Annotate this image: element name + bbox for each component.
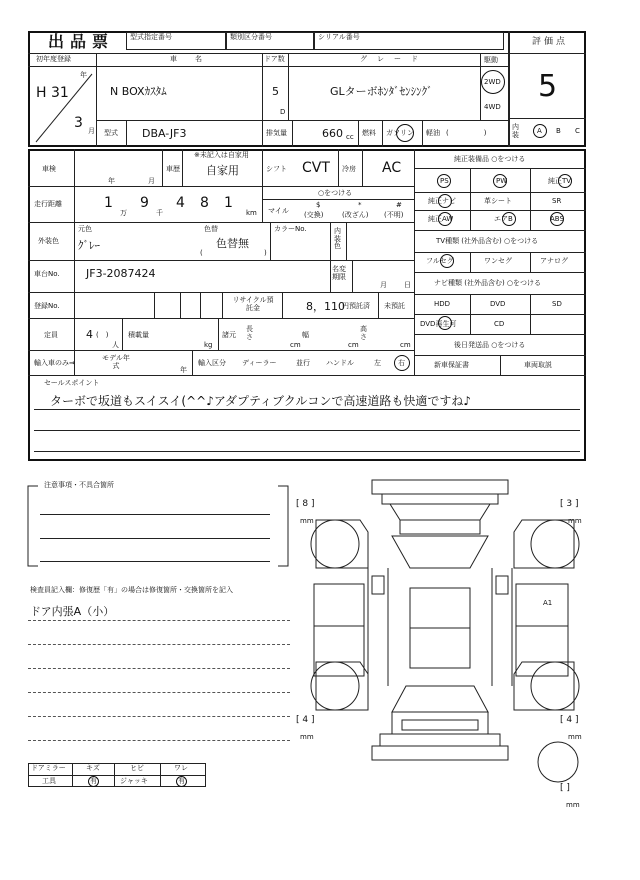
inspection-label: 車検 — [42, 165, 56, 173]
tv-full-circle — [440, 254, 454, 268]
name-change-label: 名変期限 — [332, 265, 346, 281]
import-divider — [192, 350, 193, 375]
reg-no-label: 登録No. — [34, 302, 60, 310]
score-value: 5 — [538, 69, 558, 104]
reg-year-unit: 年 — [80, 71, 87, 79]
legend-jack-value: 有 — [178, 777, 185, 785]
color-divider — [270, 222, 271, 260]
equip-col-1 — [470, 168, 471, 230]
equip-tv: 純正TV — [548, 177, 572, 185]
legend-col-3 — [160, 763, 161, 787]
model-value: DBA-JF3 — [142, 127, 187, 140]
mileage-d2: 9 — [140, 195, 149, 211]
mark-exchange-sub: (交換) — [304, 211, 324, 219]
reg-no-cell-4 — [222, 292, 223, 318]
grade-value: GLターボﾎﾝﾀﾞｾﾝｼﾝｸﾞ — [330, 85, 433, 98]
shift-value: CVT — [302, 160, 330, 176]
details-equip-divider — [414, 149, 415, 375]
height-label: 高さ — [360, 325, 367, 341]
tire-rl-value: [ 4 ] — [296, 715, 315, 725]
mark-tampered-sub: (改ざん) — [342, 211, 369, 219]
mark-unknown-sub: (不明) — [384, 211, 404, 219]
legend-jack: ジャッキ — [120, 777, 148, 785]
notes-bracket — [26, 481, 290, 568]
spare-mm: mm — [566, 801, 580, 809]
tv-one: ワンセグ — [484, 257, 512, 265]
mileage-d5: 1 — [224, 195, 233, 211]
mileage-mark-line — [262, 199, 414, 200]
width-cm: cm — [348, 341, 359, 349]
equip-line-2 — [414, 192, 586, 193]
nav-col-2 — [530, 294, 531, 334]
fuel-label: 燃料 — [362, 129, 376, 137]
header-line-2 — [96, 120, 508, 121]
legend-col-2 — [114, 763, 115, 787]
legend-crack: ヒビ — [130, 764, 144, 772]
repaint-paren-open: ( — [200, 249, 203, 257]
disp-divider — [358, 120, 359, 147]
equip-line-1 — [414, 168, 586, 169]
legend-scratch: キズ — [86, 764, 100, 772]
equip-col-2 — [530, 168, 531, 230]
inspector-text: ドア内張A（小） — [30, 605, 115, 618]
equip-pw: PW — [496, 177, 508, 185]
car-diagram — [310, 476, 580, 816]
doors-value: 5 — [272, 85, 279, 98]
row-line-2 — [28, 222, 414, 223]
equip-line-8 — [414, 314, 586, 315]
fuel-paren: ( ) — [446, 129, 487, 137]
sales-text: ターボで坂道もスイスイ(^^♪アダプティブクルコンで高速道路も快適ですね♪ — [50, 394, 471, 408]
repaint-paren-close: ) — [264, 249, 267, 257]
inspection-year-unit: 年 — [108, 177, 115, 185]
score-line — [508, 53, 586, 54]
reg-no-cell-3 — [200, 292, 201, 318]
name-change-day: 日 — [404, 281, 411, 289]
color-no-divider — [330, 222, 331, 260]
tire-rr-mm: mm — [568, 733, 582, 741]
category-no-label: 類別区分番号 — [230, 33, 272, 41]
equip-ps: PS — [440, 177, 449, 185]
displacement-unit: cc — [346, 133, 354, 141]
doors-divider — [288, 53, 289, 120]
inspector-line-3 — [28, 668, 290, 669]
history-note: ※未記入は自家用 — [194, 151, 249, 159]
width-label: 幅 — [302, 331, 309, 339]
equip-line-3 — [414, 210, 586, 211]
mark-exchange: $ — [316, 201, 321, 209]
recycle-divider — [282, 292, 283, 318]
type-cert-no-label: 型式指定番号 — [130, 33, 172, 41]
tv-col-1 — [470, 252, 471, 272]
mileage-km: km — [246, 209, 257, 217]
genuine-header: 純正装備品 ○をつける — [454, 155, 526, 163]
tire-rr-value: [ 4 ] — [560, 715, 579, 725]
dealer-label: ディーラー — [242, 359, 277, 367]
door-suffix: D — [280, 108, 286, 116]
fuel-divider — [382, 120, 383, 147]
equip-pw-circle — [493, 174, 507, 188]
shift-label: シフト — [266, 165, 287, 173]
notes-line-2 — [40, 538, 270, 539]
vehicle-name: N BOXｶｽﾀﾑ — [110, 85, 167, 98]
nav-hdd: HDD — [434, 300, 451, 308]
equip-line-4 — [414, 230, 586, 231]
equip-navi: 純正ナビ — [428, 197, 456, 205]
inspector-line-6 — [28, 740, 290, 741]
nav-dvd-play: DVD再生可 — [420, 320, 457, 328]
nav-col-1 — [470, 294, 471, 334]
tv-col-2 — [530, 252, 531, 272]
disp-label-divider — [292, 120, 293, 147]
displacement-value: 660 — [322, 127, 343, 140]
import-label: 輸入車のみ⇒ — [34, 359, 75, 367]
length-cm: cm — [290, 341, 301, 349]
notes-line-1 — [40, 514, 270, 515]
chassis-divider — [330, 260, 331, 292]
equip-aw-circle — [438, 212, 452, 226]
height-cm: cm — [400, 341, 411, 349]
exterior-color-label: 外装色 — [38, 237, 59, 245]
vehicle-name-label: 車名 — [170, 55, 220, 63]
sheet-title: 出品票 — [48, 32, 115, 51]
notes-label: 注意事項・不具合箇所 — [44, 481, 114, 489]
reg-month: 3 — [74, 115, 83, 131]
row-line-6 — [28, 350, 414, 351]
inspector-label: 検査員記入欄：修復歴「有」の場合は修復箇所・交換箇所を記入 — [30, 586, 233, 594]
first-reg-divider — [96, 53, 97, 147]
header-line-3 — [508, 118, 586, 119]
load-divider — [218, 318, 219, 350]
parallel-label: 並行 — [296, 359, 310, 367]
mark-unknown: # — [396, 201, 402, 209]
row-line-7 — [28, 375, 586, 376]
reg-era: H 31 — [36, 85, 69, 101]
equip-abs: ABS — [550, 215, 564, 223]
ac-label: 冷房 — [342, 165, 356, 173]
nav-cd: CD — [494, 320, 505, 328]
history-divider — [262, 149, 263, 186]
equip-line-6 — [414, 272, 586, 273]
interior-a: A — [537, 127, 542, 135]
name-change-month: 月 — [380, 281, 387, 289]
repaint-label: 色替 — [204, 225, 218, 233]
chassis-label: 車台No. — [34, 270, 60, 278]
sales-line-1 — [34, 409, 580, 410]
drive-label: 駆動 — [484, 56, 498, 64]
equip-line-5 — [414, 252, 586, 253]
score-label: 評価点 — [532, 37, 569, 47]
interior-b: B — [556, 127, 561, 135]
interior-color-divider — [346, 222, 347, 260]
legend-tools-value: 有 — [90, 777, 97, 785]
nav-sd: SD — [552, 300, 562, 308]
mileage-sen: 千 — [156, 209, 163, 217]
color-no-label: カラーNo. — [274, 225, 307, 233]
damage-mark: A1 — [543, 599, 553, 607]
score-divider — [508, 31, 510, 147]
row-line-5 — [28, 318, 414, 319]
capacity-unit: 人 — [112, 341, 119, 349]
shift-divider — [338, 149, 339, 186]
inspector-line-4 — [28, 692, 290, 693]
legend-break: ワレ — [174, 764, 188, 772]
mileage-label: 走行距離 — [34, 200, 62, 208]
handle-left: 左 — [374, 359, 381, 367]
capacity-divider — [122, 318, 123, 350]
later-warranty: 新車保証書 — [434, 361, 469, 369]
reg-slash — [30, 70, 96, 146]
sales-label: セールスポイント — [44, 379, 100, 387]
later-header: 後日発送品 ○をつける — [454, 341, 526, 349]
row-line-4 — [28, 292, 414, 293]
history-label: 車歴 — [166, 165, 180, 173]
recycle-status: 円預託済 — [342, 302, 370, 310]
load-unit: kg — [204, 341, 213, 349]
insp-history-divider — [162, 149, 163, 186]
load-label: 積載量 — [128, 331, 149, 339]
tire-fr-value: [ 3 ] — [560, 499, 579, 509]
mileage-d3: 4 — [176, 195, 185, 211]
equip-aw: 純正AW — [428, 215, 454, 223]
spare-value: [ ] — [560, 783, 570, 793]
tv-analog: アナログ — [540, 257, 568, 265]
capacity-paren: ( ) — [96, 331, 109, 339]
header-line-1 — [28, 53, 508, 54]
nav-dvd-play-circle — [438, 316, 452, 330]
history-label-divider — [182, 149, 183, 186]
fuel-diesel: 軽油 — [426, 129, 440, 137]
inspection-month-unit: 月 — [148, 177, 155, 185]
tire-fr-mm: mm — [568, 517, 582, 525]
later-col — [500, 355, 501, 375]
nav-header: ナビ種類 (社外品含む) ○をつける — [434, 279, 542, 287]
tire-fl-value: [ 8 ] — [296, 499, 315, 509]
reg-month-unit: 月 — [88, 127, 95, 135]
legend-door-mirror: ドアミラー — [31, 764, 66, 772]
interior-c: C — [575, 127, 580, 135]
first-reg-line — [28, 66, 96, 67]
model-label-divider — [126, 120, 127, 147]
equip-airbag-circle — [502, 212, 516, 226]
row-line-1 — [28, 186, 414, 187]
handle-label: ハンドル — [326, 359, 354, 367]
drive-4wd: 4WD — [484, 103, 501, 111]
equip-ps-circle — [437, 174, 451, 188]
chassis-value: JF3-2087424 — [86, 267, 156, 280]
later-manual: 車両取説 — [524, 361, 552, 369]
grade-label: グレード — [360, 55, 428, 63]
mileage-d1: 1 — [104, 195, 113, 211]
ac-value: AC — [382, 160, 402, 176]
equip-airbag: エアB — [494, 215, 513, 223]
model-divider — [262, 120, 263, 147]
equip-line-9 — [414, 334, 586, 335]
mile-label: マイル — [268, 207, 289, 215]
label-line — [96, 66, 508, 67]
import-type-label: 輸入区分 — [198, 359, 226, 367]
inspector-line-5 — [28, 716, 290, 717]
fuel-gas-divider — [422, 120, 423, 147]
mark-tampered: * — [358, 201, 362, 209]
doors-label: ドア数 — [264, 55, 285, 63]
orig-color-label: 元色 — [78, 225, 92, 233]
mileage-mark-note: ○をつける — [318, 189, 353, 197]
model-label: 型式 — [104, 129, 118, 137]
row-line-3 — [28, 260, 414, 261]
mileage-man: 万 — [120, 209, 127, 217]
mileage-km-divider — [262, 186, 263, 222]
equip-line-7 — [414, 294, 586, 295]
name-change-divider — [352, 260, 353, 292]
model-year-unit: 年 — [180, 366, 187, 374]
legend-col-1 — [72, 763, 73, 787]
sales-line-3 — [34, 451, 580, 452]
name-divider — [262, 53, 263, 120]
recycle-label: リサイクル預託金 — [232, 296, 274, 313]
equip-tv-circle — [558, 174, 572, 188]
legend-tools: 工具 — [42, 777, 56, 785]
first-reg-label: 初年度登録 — [36, 55, 71, 63]
dims-label: 諸元 — [222, 331, 236, 339]
equip-sr: SR — [552, 197, 562, 205]
drive-2wd: 2WD — [484, 78, 501, 86]
model-year-label: モデル年式 — [102, 354, 130, 371]
interior-color-label: 内装色 — [334, 227, 341, 251]
equip-leather: 革シート — [484, 197, 512, 205]
serial-no-label: シリアル番号 — [318, 33, 360, 41]
reg-no-cell-1 — [154, 292, 155, 318]
length-label: 長さ — [246, 325, 253, 341]
notes-line-3 — [40, 561, 270, 562]
handle-right: 右 — [398, 359, 405, 367]
orig-color: ｸﾞﾚｰ — [78, 239, 100, 252]
equip-abs-circle — [550, 212, 564, 226]
capacity-label: 定員 — [44, 331, 58, 339]
ac-label-divider — [362, 149, 363, 186]
displacement-label: 排気量 — [266, 129, 287, 137]
nav-dvd: DVD — [490, 300, 506, 308]
recycle-value: 8，110 — [306, 300, 345, 313]
insp-divider — [74, 149, 75, 375]
reg-no-cell-2 — [180, 292, 181, 318]
tv-full: フルセグ — [426, 257, 454, 265]
capacity-value: 4 — [86, 328, 93, 341]
tire-fl-mm: mm — [300, 517, 314, 525]
history-value: 自家用 — [206, 164, 239, 177]
recycle-not: 未預託 — [384, 302, 405, 310]
grade-divider — [480, 53, 481, 120]
recycle-status-divider — [378, 292, 379, 318]
tv-header: TV種類 (社外品含む) ○をつける — [436, 237, 539, 245]
sales-line-2 — [34, 430, 580, 431]
tire-rl-mm: mm — [300, 733, 314, 741]
fuel-gas: ガソリン — [386, 129, 414, 137]
mileage-d4: 8 — [200, 195, 209, 211]
inspector-line-2 — [28, 644, 290, 645]
interior-label: 内装 — [512, 123, 519, 139]
equip-navi-circle — [438, 194, 452, 208]
inspector-line-1 — [28, 620, 290, 621]
repaint-value: 色替無 — [216, 237, 249, 250]
